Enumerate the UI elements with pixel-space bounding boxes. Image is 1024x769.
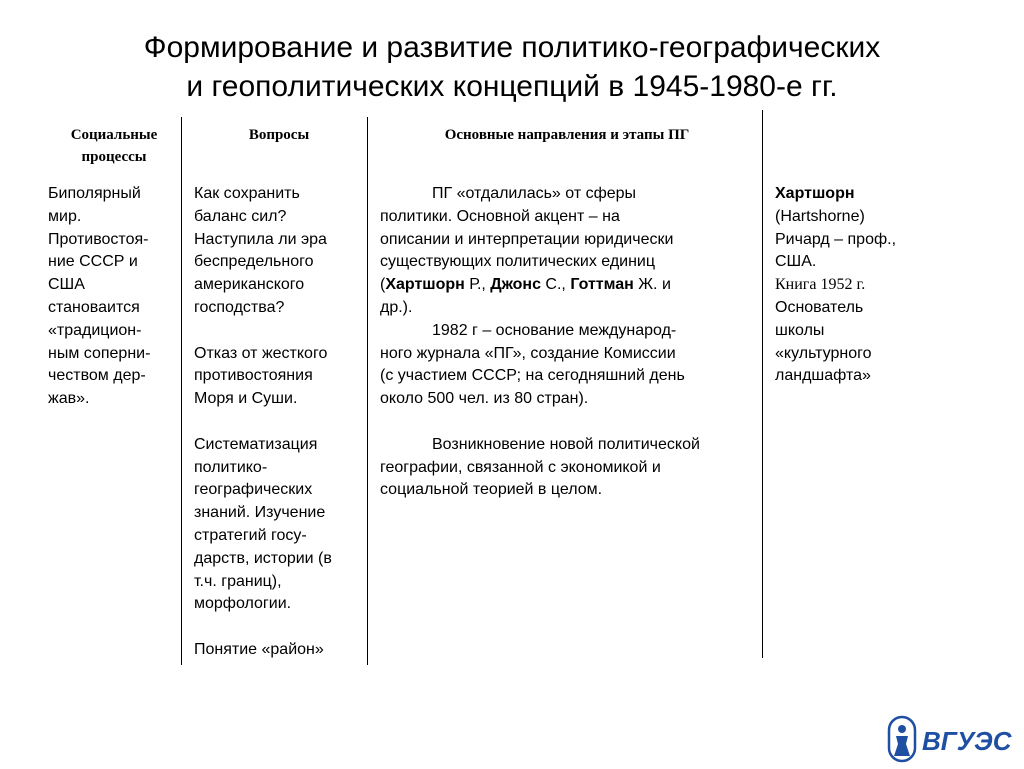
col3-line: (с участием СССР; на сегодняшний день: [380, 367, 685, 385]
separator-2: [367, 117, 368, 665]
initial-zh: Ж. и: [633, 276, 671, 294]
col4-line: США.: [775, 253, 817, 271]
col3-line: Возникновение новой политической: [432, 435, 700, 453]
col2-line: господства?: [194, 298, 285, 316]
initial-s: С.,: [540, 276, 571, 294]
initial-r: Р.,: [464, 276, 491, 294]
col4-line: Ричард – проф.,: [775, 230, 897, 248]
col1-line: США: [48, 276, 85, 294]
col2-line: Систематизация: [194, 435, 318, 453]
col1-line: Биполярный: [48, 185, 141, 202]
university-logo: [886, 714, 1016, 764]
column-directions: [380, 183, 762, 502]
col2-line: знаний. Изучение: [194, 504, 326, 522]
col2-line: Понятие «район»: [194, 640, 324, 658]
col3-line: др.).: [380, 298, 413, 316]
col1-line: становаится: [48, 298, 140, 316]
col2-line: географических: [194, 481, 313, 499]
col2-line: дарств, истории (в: [194, 549, 332, 567]
col2-line: противостояния: [194, 367, 313, 385]
paren-open: (: [380, 276, 386, 294]
col1-line: мир.: [48, 207, 82, 225]
column-questions: [194, 183, 366, 662]
col4-line: Книга 1952 г.: [775, 276, 866, 294]
header-col2: Вопросы: [248, 127, 310, 143]
col3-line: политики. Основной акцент – на: [380, 207, 620, 225]
author-hartshorne: Хартшорн: [385, 276, 465, 294]
person-latin-name: (Hartshorne): [775, 207, 865, 225]
col3-line: около 500 чел. из 80 стран).: [380, 390, 589, 408]
person-name: Хартшорн: [775, 185, 855, 202]
header-col3: Основные направления и этапы ПГ: [444, 127, 690, 143]
header-questions: [190, 124, 368, 146]
col4-line: «культурного: [775, 344, 872, 362]
col3-line-authors: [380, 274, 762, 297]
col2-line: морфологии.: [194, 595, 292, 613]
col2-line: беспредельного: [194, 253, 314, 271]
separator-1: [181, 117, 182, 665]
column-social-processes: [48, 183, 180, 411]
col4-line: школы: [775, 321, 825, 339]
col2-line: Наступила ли эра: [194, 230, 327, 248]
header-social-processes: [44, 124, 184, 168]
col3-line: описании и интерпретации юридически: [380, 230, 674, 248]
col2-line: американского: [194, 276, 305, 294]
col1-line: «традицион-: [48, 321, 142, 339]
column-person: [775, 183, 975, 388]
col1-line: Противостоя-: [48, 230, 149, 248]
col2-line: политико-: [194, 458, 268, 476]
col1-line: чеством дер-: [48, 367, 146, 385]
logo-graphic: [886, 714, 1016, 764]
col3-line: ПГ «отдалилась» от сферы: [432, 185, 637, 202]
col1-line: ние СССР и: [48, 253, 138, 271]
col2-line: Моря и Суши.: [194, 390, 298, 408]
header-col1-line2: процессы: [81, 149, 147, 165]
header-directions: [372, 124, 762, 146]
col1-line: ным соперни-: [48, 344, 151, 362]
col2-line: Отказ от жесткого: [194, 344, 328, 362]
title-line-2: и геополитических концепций в 1945-1980-е гг.: [186, 70, 838, 103]
col3-line: существующих политических единиц: [380, 253, 656, 271]
author-gottmann: Готтман: [570, 276, 634, 294]
col4-line: ландшафта»: [775, 367, 871, 385]
col3-line: географии, связанной с экономикой и: [380, 458, 661, 476]
col2-line: баланс сил?: [194, 207, 287, 225]
col3-line: социальной теорией в целом.: [380, 481, 603, 499]
col3-line: 1982 г – основание международ-: [432, 321, 677, 339]
col3-line: ного журнала «ПГ», создание Комиссии: [380, 344, 676, 362]
logo-text: ВГУЭС: [922, 726, 1012, 756]
col4-line: Основатель: [775, 298, 864, 316]
separator-3: [762, 110, 763, 658]
logo-emblem-head: [898, 725, 906, 733]
author-jones: Джонс: [490, 276, 541, 294]
slide-title: [0, 28, 1024, 106]
header-col1-line1: Социальные: [70, 127, 158, 143]
col2-line: стратегий госу-: [194, 526, 307, 544]
col2-line: Как сохранить: [194, 185, 300, 202]
col2-line: т.ч. границ),: [194, 572, 282, 590]
title-line-1: Формирование и развитие политико-географических: [143, 31, 881, 64]
col1-line: жав».: [48, 390, 90, 408]
